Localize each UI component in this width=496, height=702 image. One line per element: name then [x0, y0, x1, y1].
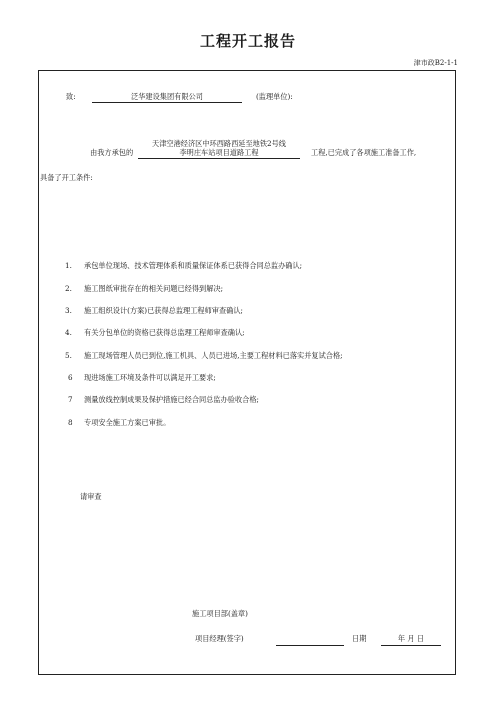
item-number: 3. [65, 306, 72, 315]
item-text: 施工组织设计(方案)已获得总监理工程师审查确认; [84, 306, 243, 315]
item-number: 7 [68, 395, 73, 404]
date-label: 日期 [352, 634, 367, 643]
project-name-line1: 天津空港经济区中环西路西延至地铁2号线 [152, 139, 286, 148]
item-number: 8 [68, 418, 73, 427]
conditions-intro: 具备了开工条件: [40, 173, 93, 182]
project-prefix: 由我方承包的 [90, 148, 134, 157]
item-text: 有关分包单位的资格已获得总监理工程师审查确认; [84, 328, 245, 337]
project-name-field[interactable]: 李明庄车站项目道路工程 [179, 148, 259, 157]
recipient-field[interactable]: 泛华建设集团有限公司 [131, 92, 203, 101]
date-field[interactable]: 年 月 日 [397, 634, 425, 643]
request-text: 请审查 [80, 492, 102, 501]
recipient-underline [92, 102, 242, 103]
item-text: 现进场施工环境及条件可以满足开工要求; [84, 373, 216, 382]
item-number: 4. [65, 328, 72, 337]
date-underline [381, 645, 441, 646]
item-text: 施工现场管理人员已到位,施工机具、人员已进场,主要工程材料已落实并复试合格; [84, 351, 343, 360]
to-label: 致: [66, 92, 76, 101]
item-text: 承包单位现场、技术管理体系和质量保证体系已获得合同总监办确认; [84, 261, 303, 270]
item-text: 测量放线控制成果及保护措施已经合同总监办验收合格; [84, 395, 259, 404]
pm-signature-field[interactable] [276, 645, 344, 646]
page-title: 工程开工报告 [199, 32, 296, 50]
dept-stamp-label: 施工项目部(盖章) [192, 609, 248, 618]
item-number: 6 [68, 373, 73, 382]
pm-label: 项目经理(签字) [195, 634, 244, 643]
form-code: 津市政B2-1-1 [413, 59, 458, 67]
item-number: 2. [65, 284, 72, 293]
item-text: 专项安全施工方案已审批。 [84, 418, 171, 427]
supervisor-label: (监理单位): [256, 92, 293, 101]
item-number: 1. [65, 261, 72, 270]
item-text: 施工图纸审批存在的相关问题已经得到解决; [84, 284, 223, 293]
project-suffix: 工程,已完成了各项施工准备工作, [311, 148, 417, 157]
item-number: 5. [65, 351, 72, 360]
project-name-underline [138, 158, 300, 159]
